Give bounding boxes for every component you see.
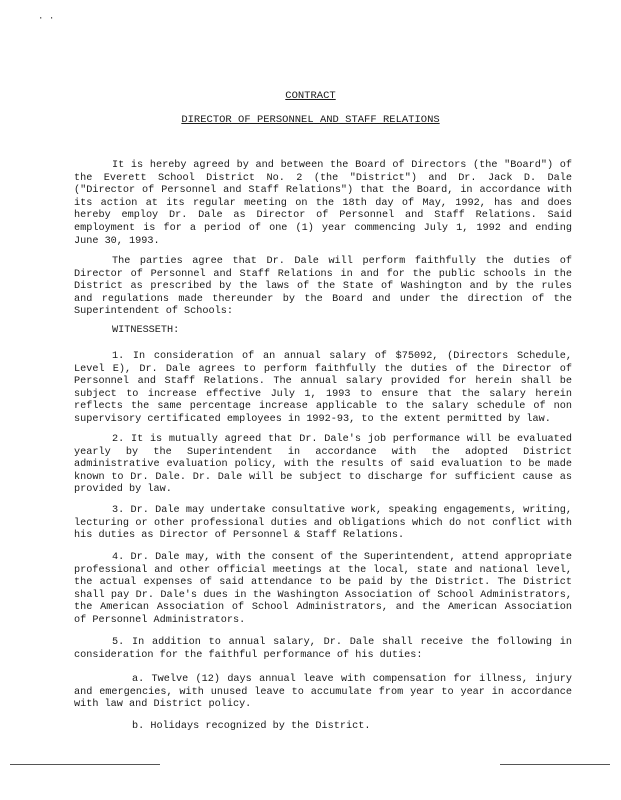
contract-title: CONTRACT xyxy=(285,90,336,102)
paragraph-text: 4. Dr. Dale may, with the consent of the Superintendent, attend appropriate professional and other official meetings at the local, state and national level, the actual expenses of said attendance to be paid by the District. The District shall pay Dr. Dale's dues in the Washington Association of School Administrators, the American Association of School Administrators, and the American Association of Personnel Administrators. xyxy=(74,552,572,626)
paragraph-text: 5. In addition to annual salary, Dr. Dale shall receive the following in consideration for the faithful performance of his duties: xyxy=(74,637,572,661)
clause-5 xyxy=(74,637,572,662)
paragraph-text: a. Twelve (12) days annual leave with compensation for illness, injury and emergencies, with unused leave to accumulate from year to year in accordance with law and District policy. xyxy=(74,674,572,711)
contract-subtitle: DIRECTOR OF PERSONNEL AND STAFF RELATIONS xyxy=(181,114,440,126)
witnesseth-heading xyxy=(74,325,572,338)
paragraph-text: 3. Dr. Dale may undertake consultative work, speaking engagements, writing, lecturing or other professional duties and obligations which do not conflict with his duties as Director of Personnel & Staff Relations. xyxy=(74,505,572,542)
paragraph-text: WITNESSETH: xyxy=(112,325,180,336)
clause-5b xyxy=(74,721,572,734)
paragraph-duties xyxy=(74,256,572,319)
scan-edge-line-left xyxy=(10,764,160,765)
clause-4 xyxy=(74,552,572,628)
clause-2 xyxy=(74,434,572,497)
clause-3 xyxy=(74,505,572,543)
clause-5a xyxy=(74,674,572,712)
paragraph-text: 1. In consideration of an annual salary of $75092, (Directors Schedule, Level E), Dr. Dale agrees to perform faithfully the duties of the Director of Personnel and Staff Relations. The annual salary provided for herein shall be subject to increase effective July 1, 1993 to ensure that the salary herein reflects the same percentage increase applicable to the salary schedule of non supervisory certificated employees in 1992-93, to the extent permitted by law. xyxy=(74,351,572,425)
paragraph-text: b. Holidays recognized by the District. xyxy=(132,721,371,732)
clause-1 xyxy=(74,351,572,427)
page-corner-mark: · · xyxy=(38,14,55,24)
paragraph-text: The parties agree that Dr. Dale will perform faithfully the duties of Director of Personnel and Staff Relations in and for the public schools in the District as prescribed by the laws of the State of Washington and by the rules and regulations made thereunder by the Board and under the direction of the Superintendent of Schools: xyxy=(74,256,572,318)
paragraph-intro xyxy=(74,160,572,248)
paragraph-text: 2. It is mutually agreed that Dr. Dale's job performance will be evaluated yearly by the Superintendent in accordance with the adopted District administrative evaluation policy, with the results of said evaluation to be made known to Dr. Dale. Dr. Dale will be subject to discharge for sufficient cause as provided by law. xyxy=(74,434,572,496)
scan-edge-line-right xyxy=(500,764,610,765)
paragraph-text: It is hereby agreed by and between the Board of Directors (the "Board") of the Everett School District No. 2 (the "District") and Dr. Jack D. Dale ("Director of Personnel and Staff Relations") that the Board, in accordance with its action at its regular meeting on the 18th day of May, 1992, has and does hereby employ Dr. Dale as Director of Personnel and Staff Relations. Said employment is for a period of one (1) year commencing July 1, 1992 and ending June 30, 1993. xyxy=(74,160,572,247)
